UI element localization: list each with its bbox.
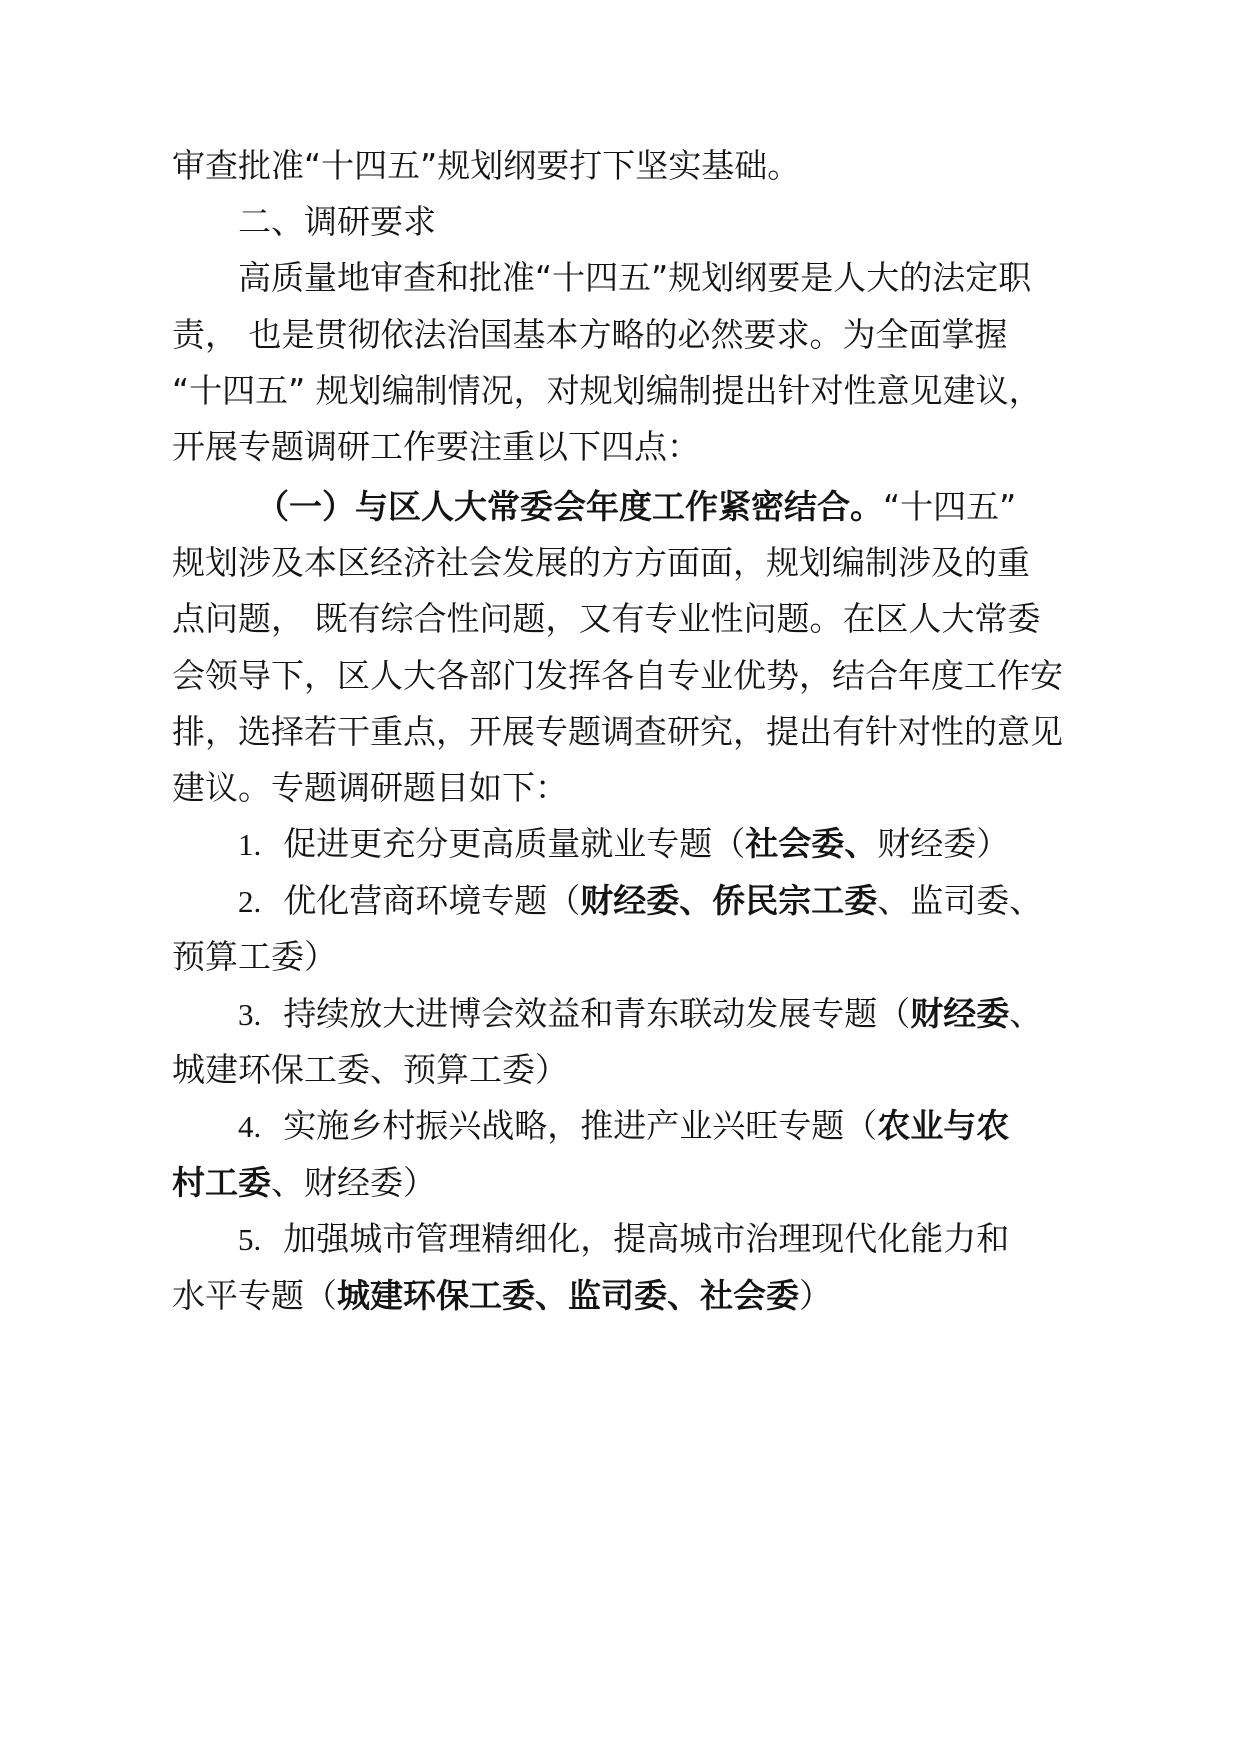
text-line <box>172 935 337 979</box>
list-item <box>238 879 1042 923</box>
list-item <box>238 1217 1009 1261</box>
text-run: 规划涉及本区经济社会发展的方方面面，规划编制涉及的重 <box>172 543 1030 582</box>
list-number: 4. <box>238 1109 262 1144</box>
text-line <box>172 1048 568 1092</box>
list-number: 3. <box>238 997 262 1032</box>
list-number: 5. <box>238 1222 262 1257</box>
text-run: 加强城市管理精细化，提高城市治理现代化能力和 <box>283 1219 1010 1258</box>
text-run: 开展专题调研工作要注重以下四点： <box>172 427 700 466</box>
text-run: 财经委） <box>877 824 1010 863</box>
bold-run: 村工委 <box>172 1163 271 1202</box>
bold-run: （一）与区人大常委会年度工作紧密结合。 <box>256 487 883 526</box>
text-line <box>172 597 1041 641</box>
text-run: 点问题， 既有综合性问题，又有专业性问题。在区人大常委 <box>172 599 1041 638</box>
list-number: 1. <box>238 827 262 862</box>
bold-run: 城建环保工委、监司委、社会委 <box>337 1276 799 1315</box>
text-run: 责， 也是贯彻依法治国基本方略的必然要求。为全面掌握 <box>172 315 1008 354</box>
text-run: 排，选择若干重点，开展专题调查研究，提出有针对性的意见 <box>172 712 1063 751</box>
text-line <box>172 654 1063 698</box>
text-run: ） <box>799 1276 832 1315</box>
text-run: 建议。专题调研题目如下： <box>172 768 568 807</box>
subsection-heading <box>256 485 1016 529</box>
text-run: 二、调研要求 <box>238 202 436 241</box>
text-line <box>172 425 700 469</box>
text-run: 城建环保工委、预算工委） <box>172 1050 568 1089</box>
text-run: 水平专题（ <box>172 1276 337 1315</box>
text-run: 会领导下，区人大各部门发挥各自专业优势，结合年度工作安 <box>172 656 1063 695</box>
text-run: 、 <box>1009 994 1043 1033</box>
bold-run: 财经委、侨民宗工委 <box>580 881 878 920</box>
bold-run: 社会委、 <box>745 824 878 863</box>
text-line <box>172 1161 436 1205</box>
list-number: 2. <box>238 884 262 919</box>
text-line <box>172 1274 832 1318</box>
text-line <box>172 710 1063 754</box>
text-line <box>172 369 1042 413</box>
text-run: 预算工委） <box>172 937 337 976</box>
text-run: 审查批准“十四五”规划纲要打下坚实基础。 <box>172 146 801 185</box>
text-run: 持续放大进博会效益和青东联动发展专题（ <box>283 994 911 1033</box>
text-line <box>172 541 1030 585</box>
list-item <box>238 992 1042 1036</box>
text-run: 优化营商环境专题（ <box>283 881 581 920</box>
text-run: 实施乡村振兴战略，推进产业兴旺专题（ <box>283 1106 878 1145</box>
text-run: 、监司委、 <box>877 881 1043 920</box>
text-run: “十四五” <box>883 487 1017 526</box>
text-run: 高质量地审查和批准“十四五”规划纲要是人大的法定职 <box>238 258 1032 297</box>
bold-run: 农业与农 <box>877 1106 1010 1145</box>
bold-run: 财经委 <box>910 994 1010 1033</box>
list-item <box>238 1104 1009 1148</box>
text-run: 促进更充分更高质量就业专题（ <box>283 824 746 863</box>
text-run: 、财经委） <box>271 1163 436 1202</box>
text-line <box>172 144 800 188</box>
text-line <box>172 766 568 810</box>
text-run: “十四五” 规划编制情况，对规划编制提出针对性意见建议， <box>172 371 1042 410</box>
section-heading <box>238 200 436 244</box>
list-item <box>238 822 1009 866</box>
text-line <box>172 313 1008 357</box>
text-line <box>238 256 1031 300</box>
